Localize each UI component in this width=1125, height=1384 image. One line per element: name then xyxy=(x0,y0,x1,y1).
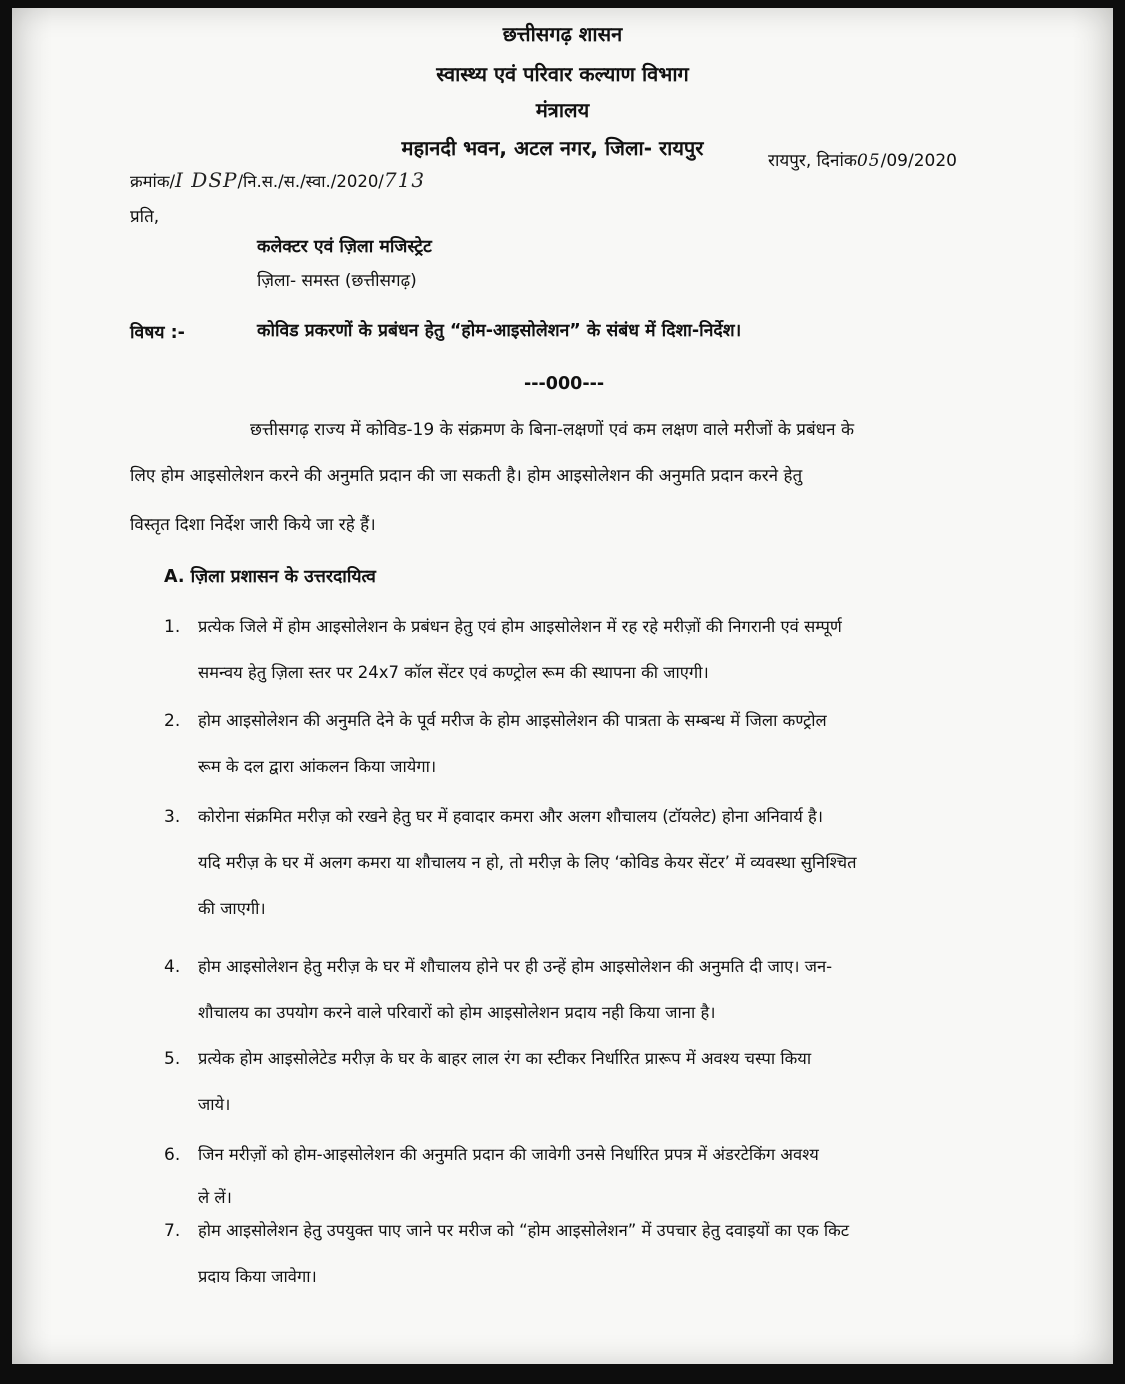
list-item-line: कोरोना संक्रमित मरीज़ को रखने हेतु घर में हवादार कमरा और अलग शौचालय (टॉयलेट) होना अनिवार्य है। xyxy=(198,807,824,826)
header-department: स्वास्थ्य एवं परिवार कल्याण विभाग xyxy=(436,62,689,86)
section-a-heading: A. ज़िला प्रशासन के उत्तरदायित्व xyxy=(164,567,376,587)
reference-number xyxy=(130,168,425,192)
list-item-line: प्रत्येक जिले में होम आइसोलेशन के प्रबंधन हेतु एवं होम आइसोलेशन में रह रहे मरीज़ों की निगरानी एवं सम्पूर्ण xyxy=(198,617,842,636)
list-item-line: समन्वय हेतु ज़िला स्तर पर 24x7 कॉल सेंटर एवं कण्ट्रोल रूम की स्थापना की जाएगी। xyxy=(198,663,709,682)
list-item-line: जिन मरीज़ों को होम-आइसोलेशन की अनुमति प्रदान की जावेगी उनसे निर्धारित प्रपत्र में अंडरटेकिंग अवश्य xyxy=(198,1145,819,1164)
list-item-number: 3. xyxy=(164,807,181,827)
list-item-line: रूम के दल द्वारा आंकलन किया जायेगा। xyxy=(198,757,437,776)
dateline-day: 05 xyxy=(856,151,881,171)
subject-label: विषय :- xyxy=(130,323,185,343)
separator: ---000--- xyxy=(524,374,605,394)
dateline xyxy=(768,148,957,171)
list-item-line: होम आइसोलेशन हेतु उपयुक्त पाए जाने पर मरीज को “होम आइसोलेशन” में उपचार हेतु दवाइयों का एक किट xyxy=(198,1221,850,1240)
header-ministry: मंत्रालय xyxy=(535,98,590,122)
subject-text: कोविड प्रकरणों के प्रबंधन हेतु “होम-आइसोलेशन” के संबंध में दिशा-निर्देश। xyxy=(257,321,742,341)
list-item-number: 5. xyxy=(164,1049,181,1069)
reference-middle: /नि.स./स./स्वा./2020/ xyxy=(237,172,384,191)
list-item-line: जाये। xyxy=(198,1095,231,1114)
list-item-number: 6. xyxy=(164,1145,181,1165)
list-item-text xyxy=(198,794,857,932)
reference-handwritten-code: I DSP xyxy=(175,168,238,192)
list-item-line: प्रदाय किया जावेगा। xyxy=(198,1267,317,1286)
header-address: महानदी भवन, अटल नगर, जिला- रायपुर xyxy=(401,136,704,160)
recipient-district: ज़िला- समस्त (छत्तीसगढ़) xyxy=(257,271,417,291)
recipient-title: कलेक्टर एवं ज़िला मजिस्ट्रेट xyxy=(257,237,432,257)
header-government: छत्तीसगढ़ शासन xyxy=(502,22,623,46)
list-item-line: ले लें। xyxy=(198,1188,232,1207)
reference-handwritten-number: 713 xyxy=(383,168,426,192)
intro-line-2: लिए होम आइसोलेशन करने की अनुमति प्रदान की जा सकती है। होम आइसोलेशन की अनुमति प्रदान करने हेतु xyxy=(130,466,803,486)
paper-sheet xyxy=(12,8,1113,1364)
list-item-text xyxy=(198,944,832,1036)
list-item-line: होम आइसोलेशन हेतु मरीज़ के घर में शौचालय होने पर ही उन्हें होम आइसोलेशन की अनुमति दी जाए। जन- xyxy=(198,957,833,976)
list-item-line: प्रत्येक होम आइसोलेटेड मरीज़ के घर के बाहर लाल रंग का स्टीकर निर्धारित प्रारूप में अवश्य चस्पा किया xyxy=(198,1049,812,1068)
list-item-number: 1. xyxy=(164,617,181,637)
reference-prefix: क्रमांक/ xyxy=(130,172,176,191)
dateline-month-year: /09/2020 xyxy=(880,151,957,171)
list-item-line: यदि मरीज़ के घर में अलग कमरा या शौचालय न हो, तो मरीज़ के लिए ‘कोविड केयर सेंटर’ में व्यवस्था सुनिश्चित xyxy=(198,853,857,872)
intro-line-1: छत्तीसगढ़ राज्य में कोविड-19 के संक्रमण के बिना-लक्षणों एवं कम लक्षण वाले मरीजों के प्रबंधन के xyxy=(250,420,855,440)
list-item-number: 4. xyxy=(164,957,181,977)
list-item-line: की जाएगी। xyxy=(198,899,266,918)
dateline-prefix: रायपुर, दिनांक xyxy=(768,151,857,171)
intro-line-3: विस्तृत दिशा निर्देश जारी किये जा रहे हैं। xyxy=(130,515,376,535)
list-item-number: 7. xyxy=(164,1221,181,1241)
list-item-text xyxy=(198,1036,811,1128)
to-label: प्रति, xyxy=(130,207,160,227)
list-item-line: शौचालय का उपयोग करने वाले परिवारों को होम आइसोलेशन प्रदाय नही किया जाना है। xyxy=(198,1003,716,1022)
list-item-text xyxy=(198,1208,849,1300)
list-item-text xyxy=(198,1132,819,1218)
list-item-text xyxy=(198,604,842,696)
list-item-number: 2. xyxy=(164,711,181,731)
list-item-line: होम आइसोलेशन की अनुमति देने के पूर्व मरीज के होम आइसोलेशन की पात्रता के सम्बन्ध में जिला कण्ट्रोल xyxy=(198,711,827,730)
list-item-text xyxy=(198,698,827,790)
